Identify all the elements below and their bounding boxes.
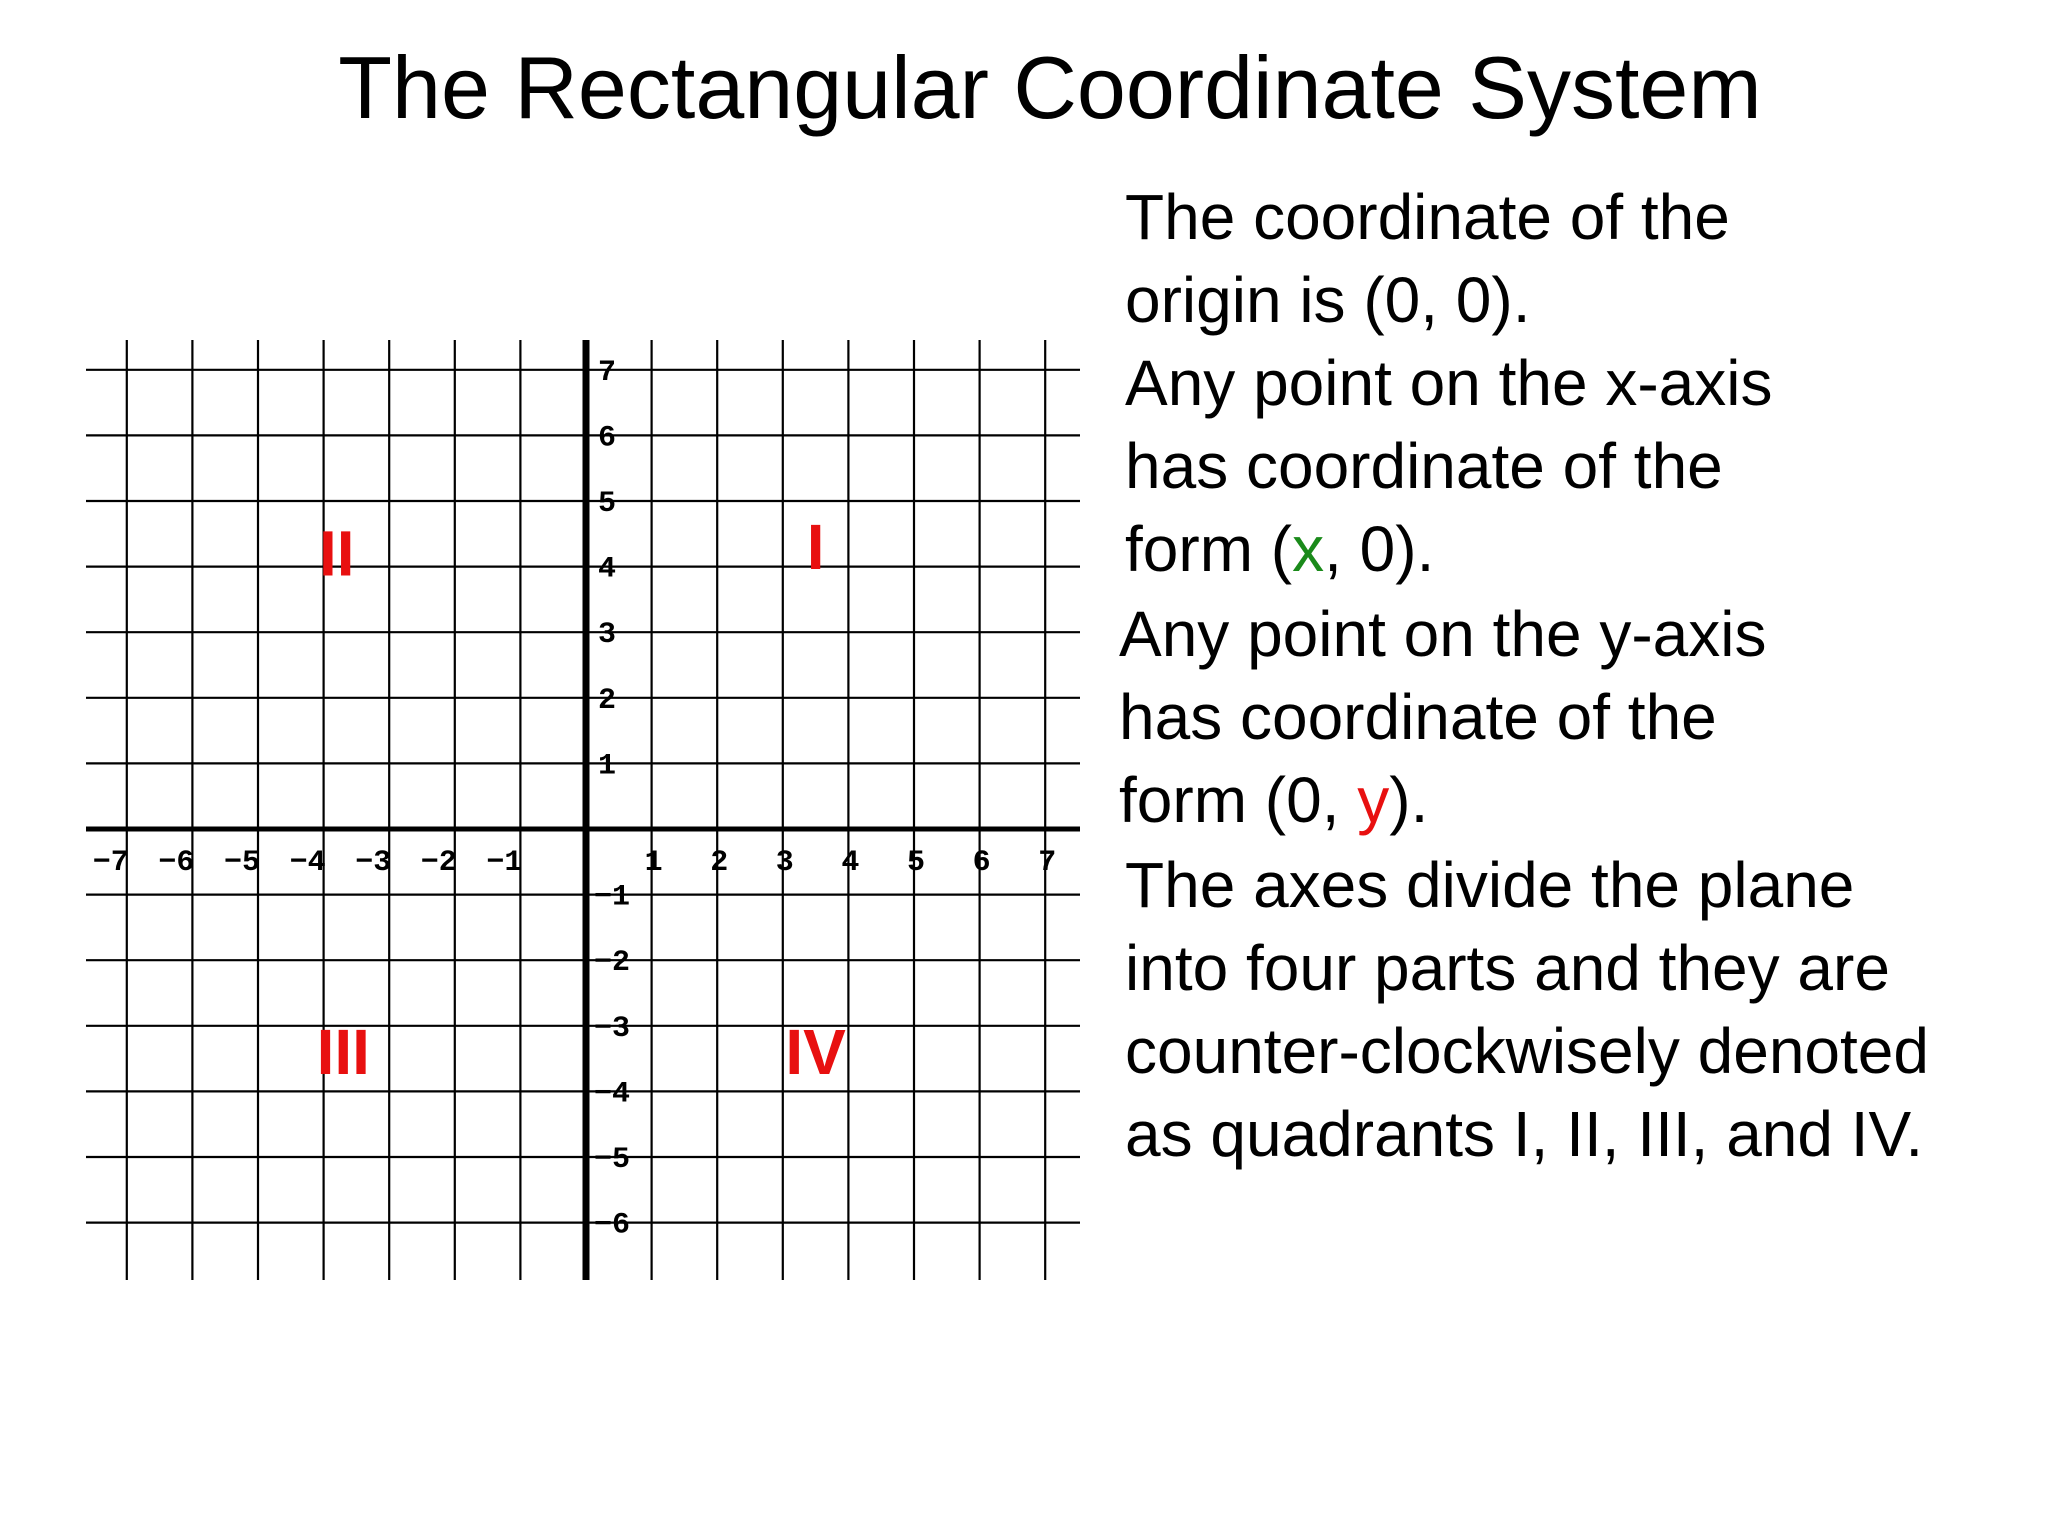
y-axis-form-end: ).	[1389, 764, 1429, 836]
y-tick-label: 3	[598, 618, 617, 653]
x-tick-label: 7	[1038, 846, 1057, 880]
quadrant-label: II	[318, 517, 355, 590]
y-tick-label: 2	[598, 683, 617, 718]
y-axis-line-2: has coordinate of the	[1119, 681, 1717, 753]
x-tick-labels	[93, 846, 1056, 880]
y-tick-label: −4	[594, 1077, 631, 1112]
x-tick-label: 6	[972, 846, 991, 880]
x-variable: x	[1292, 513, 1325, 585]
origin-paragraph	[1125, 176, 1730, 342]
y-tick-label: −3	[594, 1011, 631, 1046]
x-axis-line-1: Any point on the x-axis	[1125, 347, 1773, 419]
quadrants-paragraph	[1125, 844, 1929, 1176]
x-tick-label: −3	[355, 846, 392, 880]
y-axis-paragraph	[1119, 593, 1766, 842]
x-tick-label: 1	[644, 846, 663, 880]
x-tick-label: −6	[158, 846, 195, 880]
y-axis-line-3	[1119, 759, 1766, 842]
quadrants-line-2: into four parts and they are	[1125, 932, 1890, 1004]
y-axis-form-start: form (0,	[1119, 764, 1358, 836]
x-axis-paragraph	[1125, 342, 1772, 591]
y-tick-label: 5	[598, 487, 617, 521]
y-axis-line-1: Any point on the y-axis	[1119, 598, 1767, 670]
origin-line-1: The coordinate of the	[1125, 181, 1730, 253]
x-tick-label: −7	[92, 846, 129, 880]
x-tick-label: −4	[289, 846, 326, 880]
x-axis-line-2: has coordinate of the	[1125, 430, 1723, 502]
coordinate-grid	[0, 0, 1120, 1300]
y-tick-label: −5	[594, 1143, 631, 1177]
x-tick-label: −5	[223, 846, 261, 880]
y-tick-label: 1	[598, 749, 617, 784]
quadrant-label: III	[316, 1016, 370, 1089]
slide-title: The Rectangular Coordinate System	[338, 38, 1762, 137]
x-tick-label: 4	[841, 846, 860, 880]
origin-line-2: origin is (0, 0).	[1125, 264, 1531, 336]
y-variable: y	[1357, 764, 1390, 836]
x-axis-form-end: , 0).	[1324, 513, 1435, 585]
quadrant-labels	[317, 511, 847, 1088]
x-axis-line-3	[1125, 508, 1772, 591]
y-tick-label: −6	[594, 1208, 631, 1243]
y-tick-label: 4	[598, 552, 617, 587]
quadrant-label: IV	[785, 1016, 846, 1089]
quadrants-line-1: The axes divide the plane	[1125, 849, 1855, 921]
y-tick-label: 6	[598, 421, 617, 456]
y-tick-label: 7	[598, 355, 617, 390]
y-tick-label: −1	[594, 880, 631, 915]
quadrant-label: I	[806, 510, 825, 583]
x-tick-label: −2	[420, 846, 457, 880]
axes	[86, 340, 1080, 1280]
quadrants-line-4: as quadrants I, II, III, and IV.	[1125, 1098, 1924, 1170]
y-tick-labels	[594, 356, 630, 1243]
x-tick-label: 2	[710, 846, 729, 880]
x-tick-label: 5	[906, 846, 926, 880]
quadrants-line-3: counter-clockwisely denoted	[1125, 1015, 1929, 1087]
y-tick-label: −2	[594, 946, 631, 981]
x-axis-form-start: form (	[1125, 513, 1293, 585]
x-tick-label: −1	[486, 846, 523, 880]
x-tick-label: 3	[775, 846, 794, 880]
